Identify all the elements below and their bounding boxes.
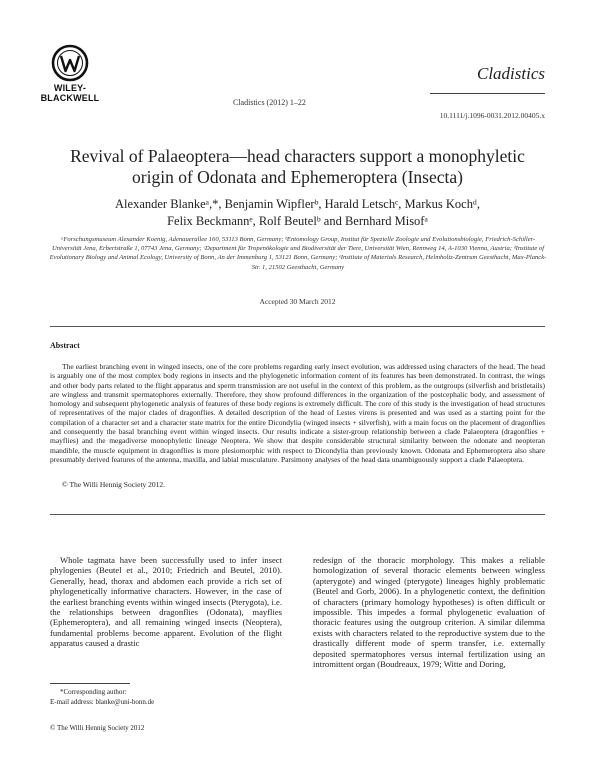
authors-line-2: Felix Beckmannᵉ, Rolf Beutelᵇ and Bernhard Misofᵃ — [167, 214, 428, 228]
footnote-rule — [50, 683, 130, 684]
author-email[interactable]: E-mail address: blanke@uni-bonn.de — [50, 698, 155, 706]
doi[interactable]: 10.1111/j.1096-0031.2012.00405.x — [439, 111, 545, 120]
citation: Cladistics (2012) 1–22 — [233, 98, 306, 107]
body-column-left: Whole tagmata have been successfully used to infer insect phylogenies (Beutel et al., 2010; Friedrich and Beutel, 2010). Generally, head, thorax and abdomen each provide a rich set of phylogenetically informative characters. However, in the case of the earliest branching events within winged insects (Pterygota), i.e. the relationships between dragonflies (Odonata), mayflies (Ephemeroptera), and all remaining winged insects (Neoptera), fundamental problems become apparent. Evolution of the flight apparatus caused a drastic — [50, 555, 282, 649]
article-title: Revival of Palaeoptera—head characters support a monophyletic origin of Odonata and Ephemeroptera (Insecta) — [70, 146, 525, 187]
abstract-copyright: © The Willi Hennig Society 2012. — [62, 480, 166, 489]
body-column-right: redesign of the thoracic morphology. This makes a reliable homologization of several thoracic elements between wingless (apterygote) and winged (pterygote) lineages highly problematic (Beutel and Gorb, 2006). In a phylogenetic context, the definition of characters (primary homology hypotheses) is often difficult or impossible. This impedes a formal phylogenetic evaluation of thoracic features using the outgroup criterion. A similar dilemma exists with characters related to the reproductive system due to the drastically different mode of sperm transfer, i.e. externally deposited spermatophores versus internal fertilization using an intromittent organ (Boudreaux, 1979; Witte and Doring, — [313, 555, 545, 670]
publisher-name-line1: WILEY- — [53, 83, 87, 93]
abstract-top-rule — [50, 326, 545, 327]
corresponding-author-note: *Corresponding author: — [60, 688, 127, 696]
wiley-blackwell-logo-icon — [51, 44, 89, 82]
abstract-heading: Abstract — [50, 341, 80, 350]
affiliations: ᵃForschungsmuseum Alexander Koenig, Adenauerallee 160, 53113 Bonn, Germany; ᵇEntomology Group, Institut für Spezielle Zoologie und Evolutionsbiologie, Friedrich-Schiller-Universität Jena, Erbertstraße 1, 07743 Jena, Germany; ᶜDepartment für Tropenökologie und Biodiversität der Tiere, Universität Wien, Rennweg 14, A-1030 Vienna, Austria; ᵈInstitute of Evolutionary Biology and Animal Ecology, University of Bonn, An der Immenburg 1, 53121 Bonn, Germany; ᵉInstitute of Materials Research, Helmholtz-Zentrum Geesthacht, Max-Planck-Str. 1, 21502 Geesthacht, Germany — [49, 236, 547, 271]
author-list — [60, 196, 535, 230]
journal-title: Cladistics — [476, 64, 545, 83]
authors-line-1: Alexander Blankeᵃ,*, Benjamin Wipflerᵇ, Harald Letschᶜ, Markus Kochᵈ, — [115, 197, 480, 211]
publisher-name-line2: BLACKWELL — [40, 93, 100, 103]
publisher-logo — [40, 44, 100, 103]
abstract-bottom-rule — [50, 514, 545, 515]
journal-rule — [430, 93, 545, 94]
page-footer-copyright: © The Willi Hennig Society 2012 — [50, 724, 145, 732]
abstract-text: The earliest branching event in winged insects, one of the core problems regarding early insect evolution, was addressed using characters of the head. The head is arguably one of the most complex body regions in insects and the phylogenetic information content of its features has been demonstrated. In contrast, the wings and other body parts related to the flight apparatus and sperm transmission are not useful in the context of this problem, as the outgroups (silverfish and bristletails) are wingless and transmit spermatophores externally. Therefore, they show profound differences in the organization of the postcephalic body, and assessment of homology and subsequent phylogenetic analysis of features of these body regions is extremely difficult. The core of this study is the investigation of head structures of representatives of the major clades of dragonflies. A detailed description of the head of Lestes virens is presented and was used as a starting point for the compilation of a character set and a character state matrix for the entire Dicondylia (winged insects + silverfish), with a main focus on the placement of dragonflies and consequently the basal branching event within winged insects. Our results indicate a sister-group relationship between a clade Palaeoptera (dragonflies + mayflies) and the megadiverse monophyletic lineage Neoptera. We show that despite considerable structural similarity between the odonate and neopteran mandible, the muscle equipment in dragonflies is more plesiomorphic with respect to Dicondylia than previously known. Odonata and Ephemeroptera also share presumably derived features of the antenna, maxilla, and labial musculature. Parsimony analyses of the head data unambiguously support a clade Palaeoptera. — [50, 362, 545, 464]
accepted-date: Accepted 30 March 2012 — [259, 297, 336, 306]
